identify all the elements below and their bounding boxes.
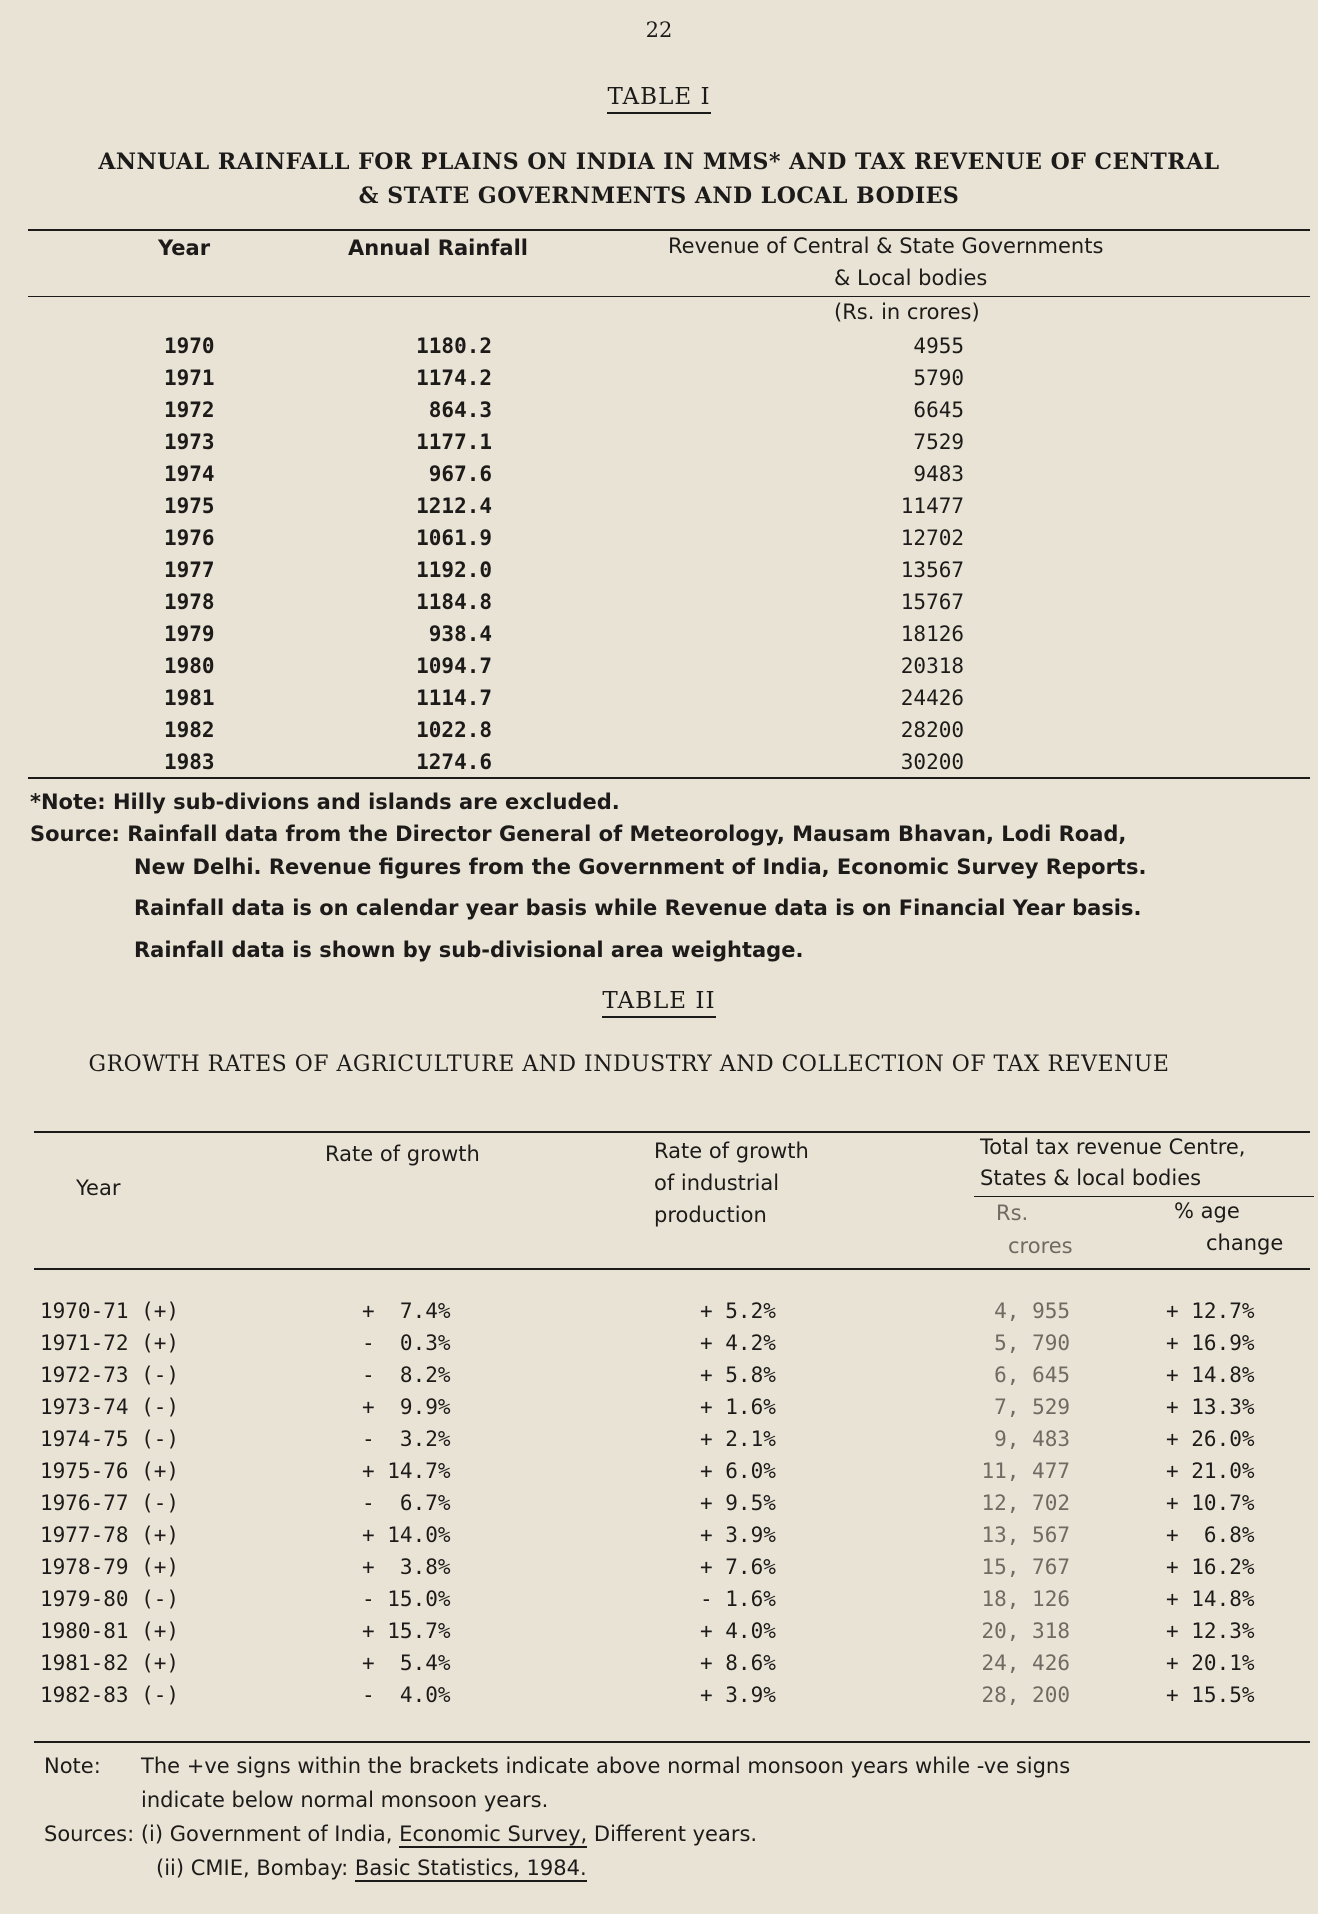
table1-rainfall-cell: 1192.0 [416, 558, 492, 582]
table1-revenue-cell: 6645 [913, 398, 964, 422]
table1-year-cell: 1976 [164, 526, 215, 550]
table2-tax-subrule [974, 1196, 1314, 1197]
table1-header-rule [28, 296, 1310, 297]
table2-rs-cell: 13, 567 [981, 1523, 1070, 1547]
table2-agri-cell: - 6.7% [362, 1491, 451, 1515]
table2-ind-cell: + 9.5% [700, 1491, 776, 1515]
table2-ind-cell: + 7.6% [700, 1555, 776, 1579]
table2-pct-cell: + 21.0% [1166, 1459, 1255, 1483]
table2-pct-cell: + 12.3% [1166, 1619, 1255, 1643]
table2-year-cell: 1975-76 (+) [40, 1459, 180, 1483]
table1-year-cell: 1978 [164, 590, 215, 614]
table1-source-line4: Rainfall data is shown by sub-divisional area weightage. [134, 938, 804, 962]
table2-agri-cell: - 8.2% [362, 1363, 451, 1387]
table1-year-cell: 1980 [164, 654, 215, 678]
table2-rs-cell: 18, 126 [981, 1587, 1070, 1611]
table2-rs-cell: 24, 426 [981, 1651, 1070, 1675]
table2-agri-cell: - 0.3% [362, 1331, 451, 1355]
table2-bottom-rule [34, 1741, 1310, 1743]
table2-rs-cell: 5, 790 [994, 1331, 1070, 1355]
table2-year-cell: 1977-78 (+) [40, 1523, 180, 1547]
table2-rs-cell: 15, 767 [981, 1555, 1070, 1579]
table1-rainfall-cell: 1184.8 [416, 590, 492, 614]
table2-pct-cell: + 14.8% [1166, 1587, 1255, 1611]
table2-header-rule [34, 1268, 1310, 1270]
table1-rainfall-cell: 864.3 [428, 398, 492, 422]
table1-title-line1: ANNUAL RAINFALL FOR PLAINS ON INDIA IN MMS* AND TAX REVENUE OF CENTRAL [98, 149, 1220, 175]
table2-pct-cell: + 10.7% [1166, 1491, 1255, 1515]
table2-col-rs-line2: crores [1008, 1234, 1073, 1258]
table1-rainfall-cell: 1022.8 [416, 718, 492, 742]
table1-col-year: Year [158, 236, 211, 260]
table2-pct-cell: + 16.2% [1166, 1555, 1255, 1579]
table2-agri-cell: + 14.0% [362, 1523, 451, 1547]
table1-year-cell: 1983 [164, 750, 215, 774]
table2-pct-cell: + 20.1% [1166, 1651, 1255, 1675]
table2-year-cell: 1978-79 (+) [40, 1555, 180, 1579]
table2-col-pct-line1: % age [1174, 1199, 1240, 1223]
table2-col-ind-line2: of industrial [654, 1171, 780, 1195]
table2-rs-cell: 9, 483 [994, 1427, 1070, 1451]
table1-year-cell: 1979 [164, 622, 215, 646]
table1-rainfall-cell: 1114.7 [416, 686, 492, 710]
table2-rs-cell: 20, 318 [981, 1619, 1070, 1643]
table1-revenue-cell: 4955 [913, 334, 964, 358]
table2-pct-cell: + 16.9% [1166, 1331, 1255, 1355]
table2-source-i-title: Economic Survey, [399, 1822, 588, 1846]
table2-year-cell: 1974-75 (-) [40, 1427, 180, 1451]
table2-agri-cell: + 9.9% [362, 1395, 451, 1419]
table2-rs-cell: 11, 477 [981, 1459, 1070, 1483]
table2-agri-cell: - 4.0% [362, 1683, 451, 1707]
table2-note-label: Note: [44, 1754, 101, 1778]
table2-ind-cell: + 2.1% [700, 1427, 776, 1451]
table1-year-cell: 1971 [164, 366, 215, 390]
table2-col-year: Year [76, 1176, 121, 1200]
table2-pct-cell: + 13.3% [1166, 1395, 1255, 1419]
table2-sources-line1 [44, 1822, 757, 1846]
table2-source-ii-title: Basic Statistics, 1984. [354, 1856, 587, 1880]
table1-revenue-cell: 5790 [913, 366, 964, 390]
table2-pct-cell: + 6.8% [1166, 1523, 1255, 1547]
table1-rainfall-cell: 1177.1 [416, 430, 492, 454]
table2-sources-label: Sources: (i) Government of India, [44, 1822, 393, 1846]
table1-rainfall-cell: 1094.7 [416, 654, 492, 678]
table2-agri-cell: + 5.4% [362, 1651, 451, 1675]
table1-year-cell: 1973 [164, 430, 215, 454]
table2-pct-cell: + 14.8% [1166, 1363, 1255, 1387]
table2-agri-cell: - 3.2% [362, 1427, 451, 1451]
table2-ind-cell: + 6.0% [700, 1459, 776, 1483]
table2-year-cell: 1982-83 (-) [40, 1683, 180, 1707]
table1-rainfall-cell: 1061.9 [416, 526, 492, 550]
table1-revenue-cell: 13567 [900, 558, 964, 582]
table2-top-rule [34, 1131, 1310, 1133]
table1-source-line3: Rainfall data is on calendar year basis while Revenue data is on Financial Year basis. [134, 896, 1142, 920]
table2-year-cell: 1972-73 (-) [40, 1363, 180, 1387]
table2-year-cell: 1979-80 (-) [40, 1587, 180, 1611]
table2-year-cell: 1980-81 (+) [40, 1619, 180, 1643]
table2-col-rs-line1: Rs. [996, 1201, 1029, 1225]
table1-rainfall-cell: 1212.4 [416, 494, 492, 518]
table2-source-i-tail: Different years. [593, 1822, 758, 1846]
table2-col-tax-line1: Total tax revenue Centre, [980, 1135, 1246, 1159]
table2-ind-cell: - 1.6% [700, 1587, 776, 1611]
table1-revenue-cell: 20318 [900, 654, 964, 678]
table1-note: *Note: Hilly sub-divions and islands are excluded. [30, 790, 620, 814]
table2-note-line1: The +ve signs within the brackets indicate above normal monsoon years while -ve signs [141, 1754, 1071, 1778]
table2-agri-cell: + 14.7% [362, 1459, 451, 1483]
table1-revenue-cell: 24426 [900, 686, 964, 710]
table2-ind-cell: + 3.9% [700, 1523, 776, 1547]
table2-year-cell: 1981-82 (+) [40, 1651, 180, 1675]
table2-ind-cell: + 5.8% [700, 1363, 776, 1387]
table1-year-cell: 1981 [164, 686, 215, 710]
table1-revenue-cell: 30200 [900, 750, 964, 774]
table1-rainfall-cell: 1274.6 [416, 750, 492, 774]
table2-ind-cell: + 1.6% [700, 1395, 776, 1419]
table1-col-rainfall: Annual Rainfall [348, 236, 528, 260]
table1-top-rule [28, 229, 1310, 231]
table1-year-cell: 1974 [164, 462, 215, 486]
table1-year-cell: 1972 [164, 398, 215, 422]
table2-pct-cell: + 15.5% [1166, 1683, 1255, 1707]
table1-revenue-cell: 15767 [900, 590, 964, 614]
table2-note-line2: indicate below normal monsoon years. [141, 1788, 549, 1812]
table1-col-revenue-line2: & Local bodies [834, 266, 988, 290]
table2-rs-cell: 7, 529 [994, 1395, 1070, 1419]
table1-title-line2: & STATE GOVERNMENTS AND LOCAL BODIES [358, 183, 960, 209]
table1-revenue-cell: 7529 [913, 430, 964, 454]
table2-ind-cell: + 5.2% [700, 1299, 776, 1323]
table2-label: TABLE II [0, 988, 1318, 1014]
table2-source-ii-label: (ii) CMIE, Bombay: [156, 1856, 349, 1880]
table2-pct-cell: + 26.0% [1166, 1427, 1255, 1451]
table2-col-agri: Rate of growth [325, 1142, 480, 1166]
table2-sources-line2 [156, 1856, 587, 1880]
table2-rs-cell: 12, 702 [981, 1491, 1070, 1515]
table2-col-tax-line2: States & local bodies [980, 1166, 1202, 1190]
table1-col-revenue-line1: Revenue of Central & State Governments [668, 234, 1104, 258]
table1-revenue-cell: 18126 [900, 622, 964, 646]
table2-agri-cell: - 15.0% [362, 1587, 451, 1611]
table2-agri-cell: + 15.7% [362, 1619, 451, 1643]
table1-revenue-cell: 11477 [900, 494, 964, 518]
table2-title: GROWTH RATES OF AGRICULTURE AND INDUSTRY AND COLLECTION OF TAX REVENUE [88, 1052, 1170, 1077]
table1-rainfall-cell: 938.4 [428, 622, 492, 646]
table2-col-pct-line2: change [1206, 1231, 1284, 1255]
table1-source-line1: Source: Rainfall data from the Director General of Meteorology, Mausam Bhavan, Lodi Road, [30, 822, 1127, 846]
table2-rs-cell: 4, 955 [994, 1299, 1070, 1323]
table2-col-ind-line1: Rate of growth [654, 1139, 809, 1163]
table1-year-cell: 1970 [164, 334, 215, 358]
table1-revenue-cell: 9483 [913, 462, 964, 486]
table2-year-cell: 1971-72 (+) [40, 1331, 180, 1355]
table1-revenue-cell: 12702 [900, 526, 964, 550]
table2-ind-cell: + 4.2% [700, 1331, 776, 1355]
table2-year-cell: 1973-74 (-) [40, 1395, 180, 1419]
table2-year-cell: 1970-71 (+) [40, 1299, 180, 1323]
table2-rs-cell: 28, 200 [981, 1683, 1070, 1707]
table1-bottom-rule [28, 777, 1310, 779]
table2-rs-cell: 6, 645 [994, 1363, 1070, 1387]
table1-rainfall-cell: 967.6 [428, 462, 492, 486]
table2-ind-cell: + 8.6% [700, 1651, 776, 1675]
table1-year-cell: 1977 [164, 558, 215, 582]
table1-rainfall-cell: 1174.2 [416, 366, 492, 390]
table2-agri-cell: + 7.4% [362, 1299, 451, 1323]
table2-col-ind-line3: production [654, 1203, 767, 1227]
table2-pct-cell: + 12.7% [1166, 1299, 1255, 1323]
table1-rainfall-cell: 1180.2 [416, 334, 492, 358]
page-number: 22 [645, 18, 673, 42]
table1-revenue-cell: 28200 [900, 718, 964, 742]
table1-year-cell: 1982 [164, 718, 215, 742]
table2-year-cell: 1976-77 (-) [40, 1491, 180, 1515]
table1-revenue-unit: (Rs. in crores) [834, 300, 980, 324]
table1-year-cell: 1975 [164, 494, 215, 518]
table1-label: TABLE I [0, 84, 1318, 110]
table2-ind-cell: + 4.0% [700, 1619, 776, 1643]
table2-ind-cell: + 3.9% [700, 1683, 776, 1707]
table1-source-line2: New Delhi. Revenue figures from the Government of India, Economic Survey Reports. [134, 855, 1147, 879]
table2-agri-cell: + 3.8% [362, 1555, 451, 1579]
